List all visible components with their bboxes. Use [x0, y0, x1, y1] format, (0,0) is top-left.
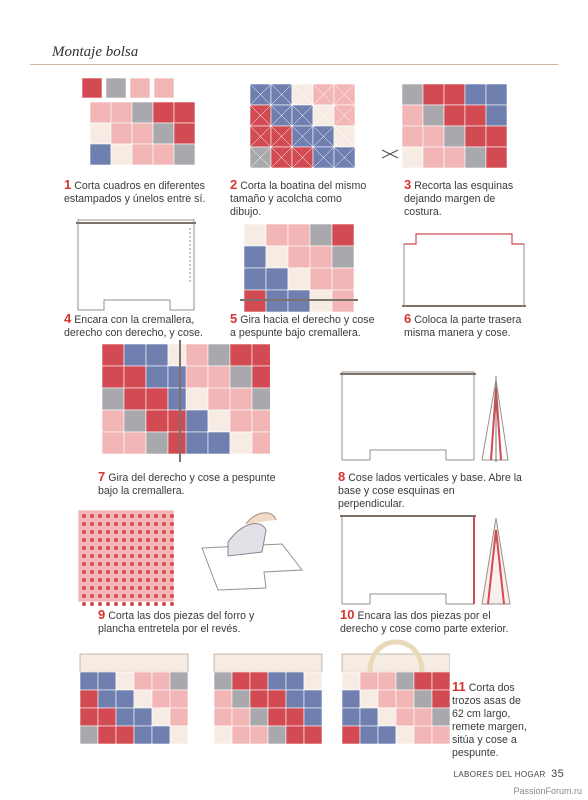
step-number: 11 [452, 679, 466, 694]
step-number: 7 [98, 469, 106, 484]
title-divider [30, 64, 558, 65]
page-footer [454, 768, 564, 780]
step-8-caption: 8 Cose lados verticales y base. Abre la base y cose esquinas en perpendicular. [338, 469, 522, 510]
step-6-illustration [400, 214, 530, 314]
step-number: 10 [340, 607, 355, 622]
watermark: PassionForum.ru [513, 786, 582, 796]
magazine-name: LABORES DEL HOGAR [453, 770, 546, 779]
step-10-caption: 10 Encara las dos piezas por el derecho y cose como parte exterior. [340, 607, 509, 635]
step-2-caption: 2 Corta la boatina del mismo tamaño y acolcha como dibujo. [230, 177, 367, 218]
step-5-caption: 5 Gira hacia el derecho y cose a pespunte bajo cremallera. [230, 311, 375, 339]
step-number: 3 [404, 177, 412, 192]
section-title: Montaje bolsa [52, 44, 139, 60]
step-4-illustration [70, 214, 202, 314]
step-11-caption: 11 Corta dos trozos asas de 62 cm largo, remete margen, sitúa y cose a pespunte. [452, 679, 527, 759]
step-number: 9 [98, 607, 106, 622]
step-10-illustration [336, 508, 524, 612]
step-8-illustration [336, 364, 524, 468]
step-2-illustration [248, 82, 366, 174]
step-11-illustration [70, 636, 450, 756]
step-1-illustration [82, 74, 210, 174]
step-number: 2 [230, 177, 238, 192]
step-number: 6 [404, 311, 412, 326]
step-4-caption: 4 Encara con la cremallera, derecho con derecho, y cose. [64, 311, 203, 339]
step-1-caption: 1 Corta cuadros en diferentes estampados y únelos entre sí. [64, 177, 206, 205]
step-9-caption: 9 Corta las dos piezas del forro y plancha entretela por el revés. [98, 607, 255, 635]
step-5-illustration [238, 214, 374, 314]
step-number: 8 [338, 469, 346, 484]
step-7-caption: 7 Gira del derecho y cose a pespunte bajo la cremallera. [98, 469, 276, 497]
step-7-illustration [80, 340, 270, 466]
step-number: 5 [230, 311, 238, 326]
page-number: 35 [551, 768, 564, 780]
step-number: 1 [64, 177, 72, 192]
step-3-caption: 3 Recorta las esquinas dejando margen de costura. [404, 177, 514, 218]
step-9-illustration [76, 508, 312, 610]
step-6-caption: 6 Coloca la parte trasera misma manera y cose. [404, 311, 522, 339]
step-3-illustration [382, 82, 517, 174]
step-number: 4 [64, 311, 72, 326]
